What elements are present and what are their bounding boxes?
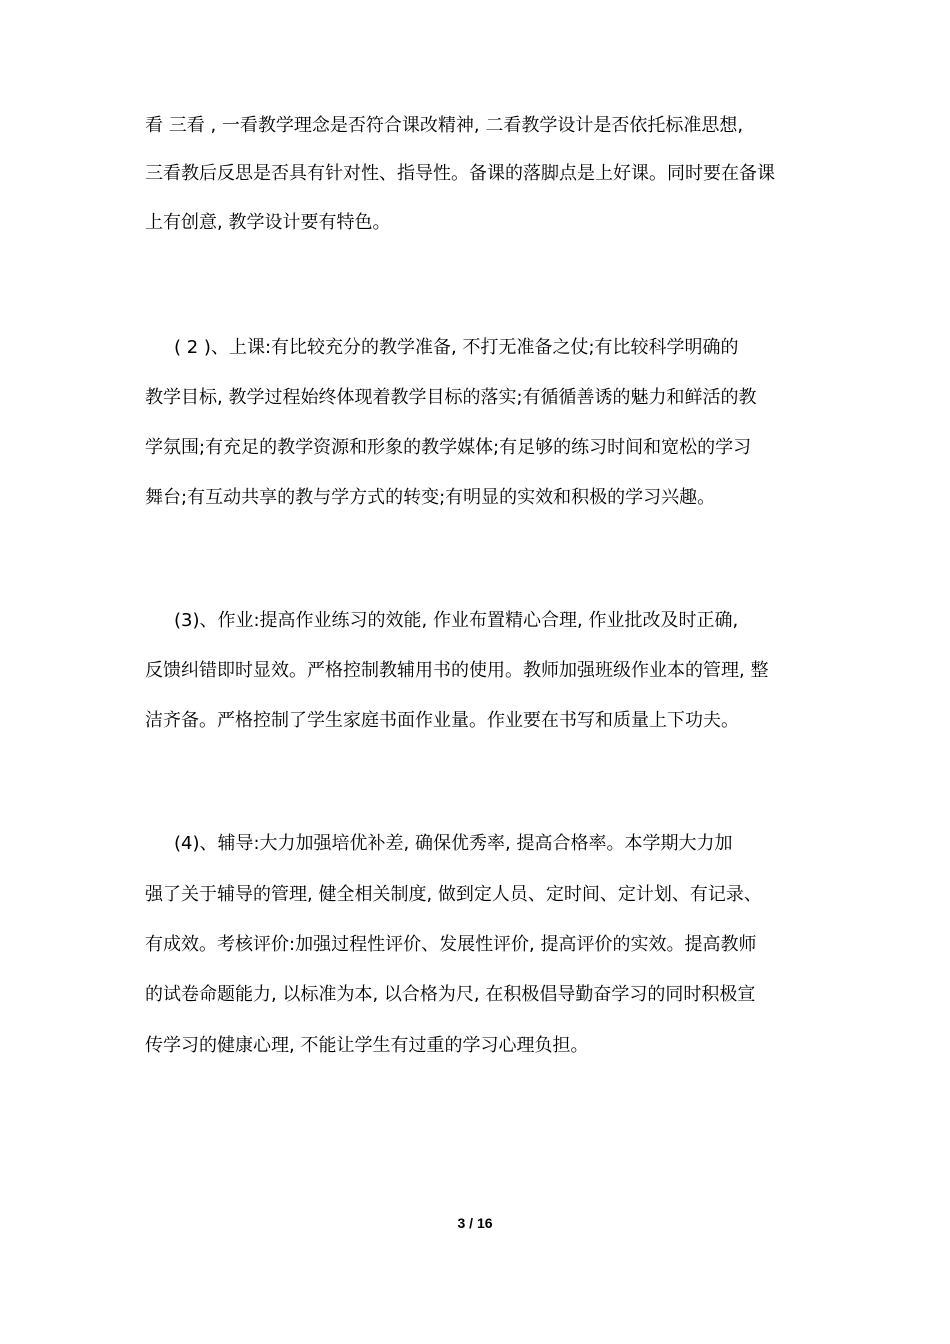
text-line: (3)、作业:提高作业练习的效能, 作业布置精心合理, 作业批改及时正确, xyxy=(174,610,739,631)
text-line: 舞台;有互动共享的教与学方式的转变;有明显的实效和积极的学习兴趣。 xyxy=(145,487,716,508)
text-line: (4)、辅导:大力加强培优补差, 确保优秀率, 提高合格率。本学期大力加 xyxy=(174,833,733,854)
text-line: 的试卷命题能力, 以标准为本, 以合格为尺, 在积极倡导勤奋学习的同时积极宣 xyxy=(145,984,756,1005)
text-line: 三看教后反思是否具有针对性、指导性。备课的落脚点是上好课。同时要在备课 xyxy=(145,163,775,184)
text-line: 传学习的健康心理, 不能让学生有过重的学习心理负担。 xyxy=(145,1035,589,1056)
text-line: 反馈纠错即时显效。严格控制教辅用书的使用。教师加强班级作业本的管理, 整 xyxy=(145,660,769,681)
text-line: 教学目标, 教学过程始终体现着教学目标的落实;有循循善诱的魅力和鲜活的教 xyxy=(145,387,757,408)
text-line: 看 三看 , 一看教学理念是否符合课改精神, 二看教学设计是否依托标准思想, xyxy=(145,115,744,136)
text-line: 强了关于辅导的管理, 健全相关制度, 做到定人员、定时间、定计划、有记录、 xyxy=(145,884,762,905)
page-number: 3 / 16 xyxy=(457,1215,493,1231)
text-line: ( 2 )、上课:有比较充分的教学准备, 不打无准备之仗;有比较科学明确的 xyxy=(174,337,739,358)
text-line: 有成效。考核评价:加强过程性评价、发展性评价, 提高评价的实效。提高教师 xyxy=(145,934,757,955)
text-line: 上有创意, 教学设计要有特色。 xyxy=(145,212,391,233)
text-line: 洁齐备。严格控制了学生家庭书面作业量。作业要在书写和质量上下功夫。 xyxy=(145,710,739,731)
text-line: 学氛围;有充足的教学资源和形象的教学媒体;有足够的练习时间和宽松的学习 xyxy=(145,437,752,458)
